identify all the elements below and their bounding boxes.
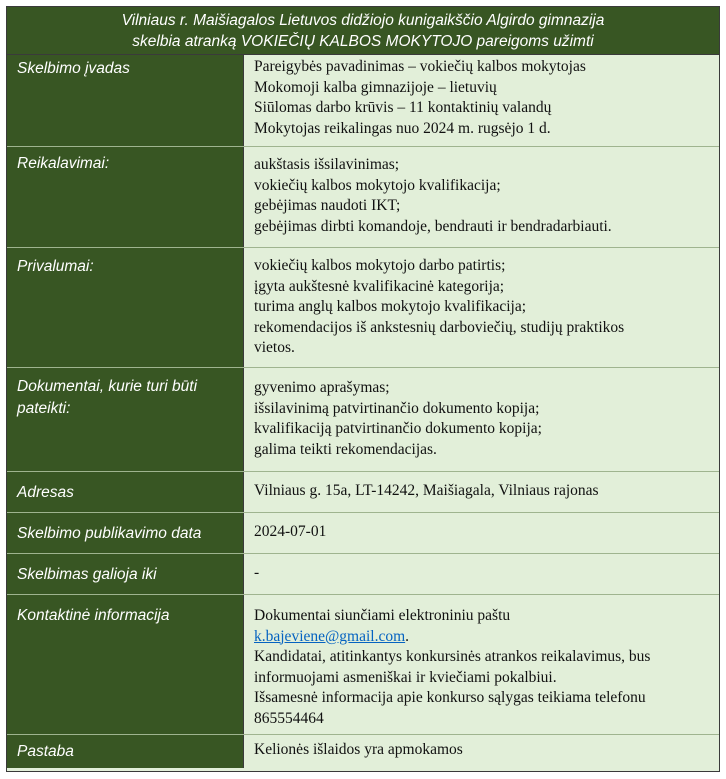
- header-line-2: skelbia atranką VOKIEČIŲ KALBOS MOKYTOJO pareigoms užimti: [132, 33, 594, 50]
- value-advantages: [244, 248, 719, 367]
- email-suffix: .: [405, 627, 410, 645]
- label-valid-until: Skelbimas galioja iki: [7, 554, 244, 594]
- advantage-item: turima anglų kalbos mokytojo kvalifikacija;: [254, 298, 527, 316]
- table-header: [7, 7, 719, 55]
- label-advantages: Privalumai:: [7, 248, 244, 367]
- intro-line: Mokomoji kalba gimnazijoje – lietuvių: [254, 78, 497, 96]
- value-documents: [244, 368, 719, 471]
- label-note: Pastaba: [7, 735, 244, 768]
- value-published-date: 2024-07-01: [254, 523, 327, 540]
- value-valid-until: -: [254, 564, 260, 581]
- value-contact: [244, 595, 719, 734]
- requirement-item: gebėjimas dirbti komandoje, bendrauti ir bendradarbiauti.: [254, 217, 612, 235]
- value-requirements: [244, 147, 719, 247]
- document-item: galima teikti rekomendacijas.: [254, 440, 437, 458]
- row-note: [7, 735, 719, 768]
- contact-email-line: [254, 627, 711, 648]
- label-contact: Kontaktinė informacija: [7, 595, 244, 734]
- row-contact: [7, 595, 719, 735]
- advantage-item: vokiečių kalbos mokytojo darbo patirtis;: [254, 257, 506, 274]
- label-intro: Skelbimo įvadas: [7, 55, 244, 146]
- label-address: Adresas: [7, 472, 244, 512]
- requirement-item: aukštasis išsilavinimas;: [254, 156, 400, 173]
- intro-line: Mokytojas reikalingas nuo 2024 m. rugsėjo 1 d.: [254, 119, 551, 137]
- row-documents: [7, 368, 719, 472]
- document-item: gyvenimo aprašymas;: [254, 379, 390, 396]
- email-link[interactable]: k.bajeviene@gmail.com: [254, 627, 406, 645]
- contact-line: Kandidatai, atitinkantys konkursinės atrankos reikalavimus, bus informuojami asmeniškai ir kviečiami pokalbiui.: [254, 648, 651, 686]
- label-requirements: Reikalavimai:: [7, 147, 244, 247]
- document-item: išsilavinimą patvirtinančio dokumento kopija;: [254, 399, 540, 417]
- contact-line: Išsamesnė informacija apie konkurso sąlygas teikiama telefonu 865554464: [254, 689, 646, 727]
- header-line-1: Vilniaus r. Maišiagalos Lietuvos didžiojo kunigaikščio Algirdo gimnazija: [121, 12, 605, 29]
- label-documents: Dokumentai, kurie turi būti pateikti:: [7, 368, 244, 471]
- advantage-item: rekomendacijos iš ankstesnių darboviečių, studijų praktikos vietos.: [254, 318, 625, 357]
- requirement-item: vokiečių kalbos mokytojo kvalifikacija;: [254, 176, 501, 194]
- advantage-item: įgyta aukštesnė kvalifikacinė kategorija;: [254, 277, 505, 295]
- row-advantages: [7, 248, 719, 368]
- value-intro: [244, 55, 719, 146]
- contact-line: Dokumentai siunčiami elektroniniu paštu: [254, 607, 511, 624]
- intro-line: Siūlomas darbo krūvis – 11 kontaktinių valandų: [254, 99, 552, 117]
- row-valid-until: [7, 554, 719, 595]
- document-item: kvalifikaciją patvirtinančio dokumento kopija;: [254, 420, 542, 438]
- job-posting-table: [6, 6, 720, 772]
- row-intro: [7, 55, 719, 147]
- label-published: Skelbimo publikavimo data: [7, 513, 244, 553]
- requirement-item: gebėjimas naudoti IKT;: [254, 197, 401, 215]
- row-requirements: [7, 147, 719, 248]
- value-note: Kelionės išlaidos yra apmokamos: [254, 741, 463, 758]
- value-address: Vilniaus g. 15a, LT-14242, Maišiagala, Vilniaus rajonas: [254, 482, 599, 499]
- row-address: [7, 472, 719, 513]
- intro-line: Pareigybės pavadinimas – vokiečių kalbos mokytojas: [254, 58, 586, 75]
- row-published: [7, 513, 719, 554]
